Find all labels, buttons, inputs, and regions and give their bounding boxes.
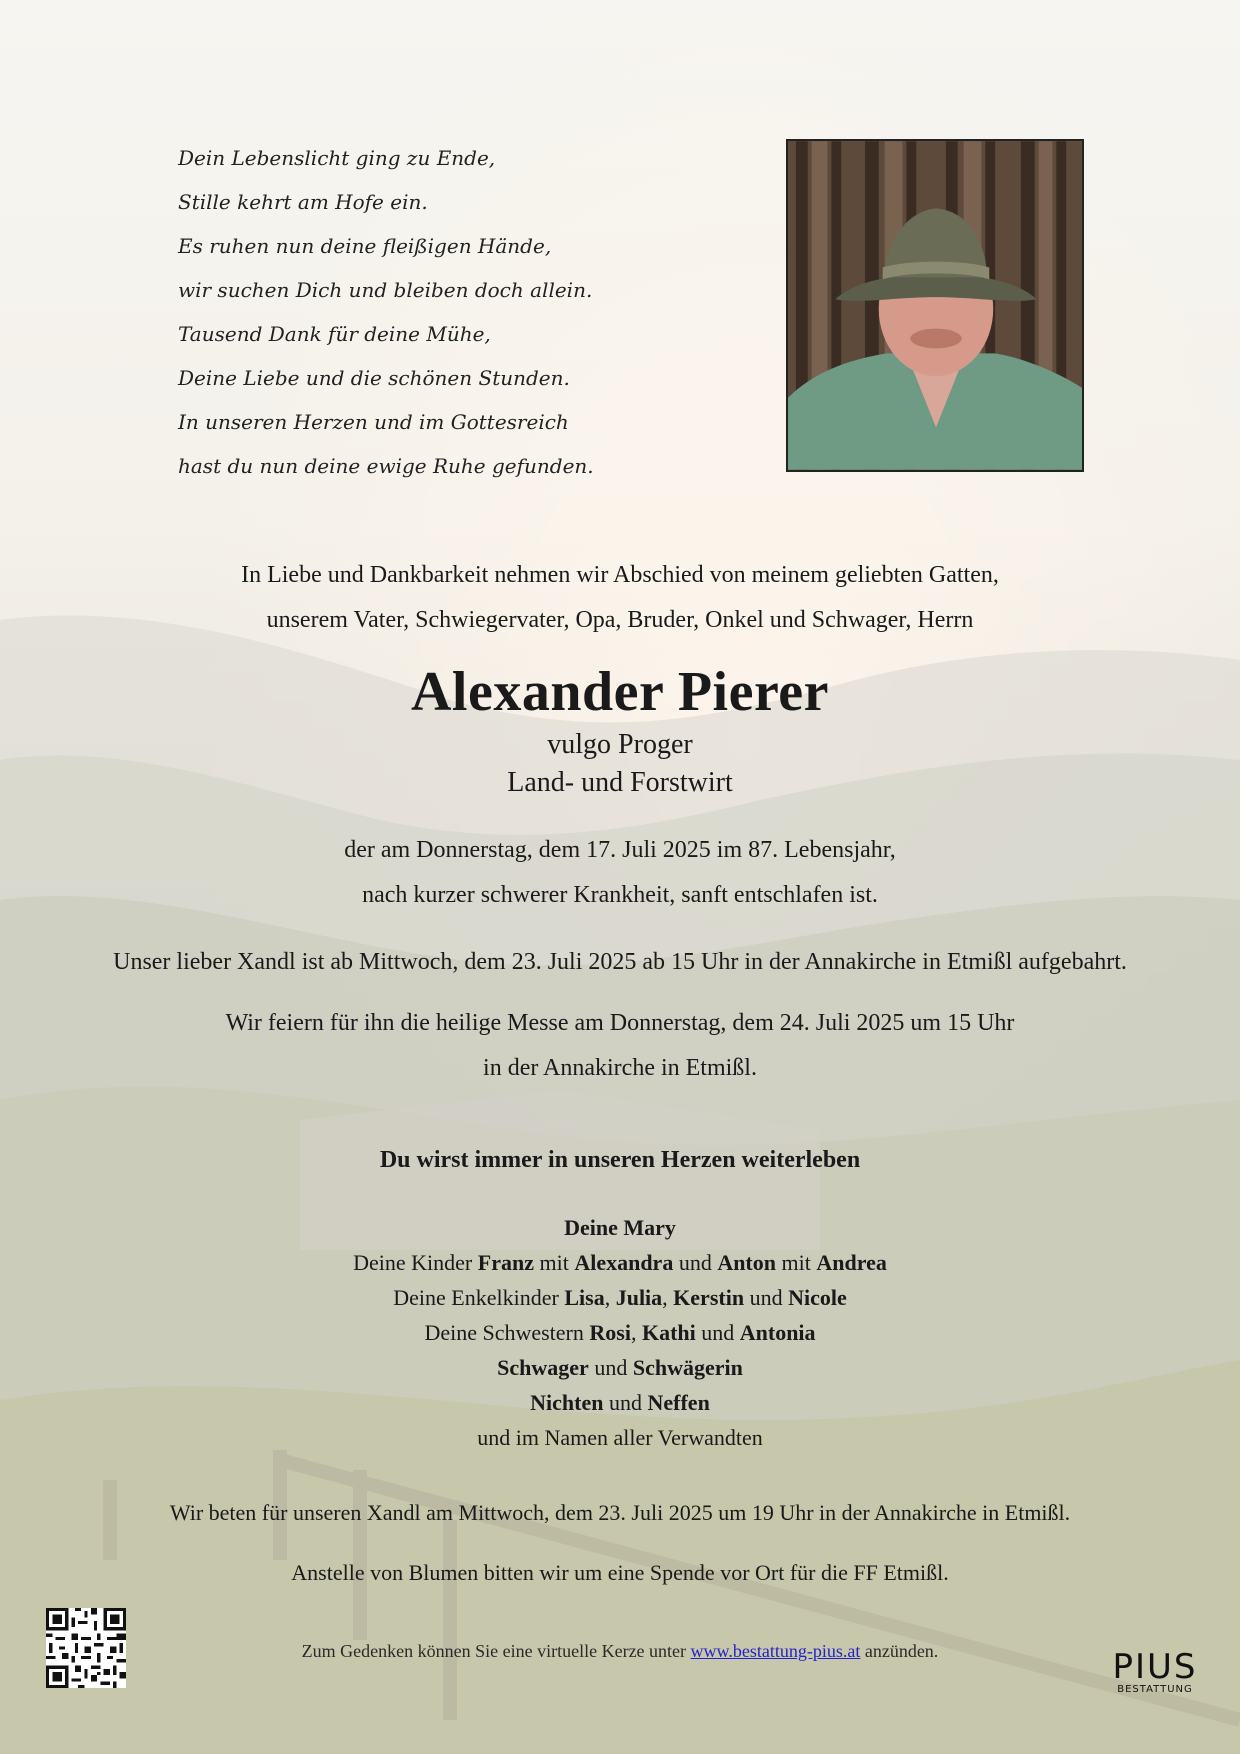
memorial-website-link[interactable]: www.bestattung-pius.at — [690, 1641, 861, 1661]
family-nieces: Nichten und Neffen — [530, 1390, 710, 1415]
deceased-name: Alexander Pierer — [410, 661, 830, 723]
family-relatives: und im Namen aller Verwandten — [477, 1425, 763, 1450]
death-line: nach kurzer schwerer Krankheit, sanft entschlafen ist. — [362, 882, 878, 908]
poem — [178, 136, 778, 488]
poem-line: Tausend Dank für deine Mühe, — [178, 322, 491, 346]
poem-line: hast du nun deine ewige Ruhe gefunden. — [178, 454, 594, 478]
mass-notice — [40, 1001, 1200, 1091]
logo-wordmark: PIUS — [1112, 1647, 1198, 1687]
logo-tagline: BESTATTUNG — [1117, 1684, 1193, 1695]
family-children: Deine Kinder Franz mit Alexandra und Anton mit Andrea — [353, 1250, 887, 1275]
intro-line: In Liebe und Dankbarkeit nehmen wir Abschied von meinem geliebten Gatten, — [241, 562, 999, 588]
poem-line: Stille kehrt am Hofe ein. — [178, 190, 428, 214]
candle-text-after: anzünden. — [864, 1641, 939, 1661]
pius-logo — [1110, 1647, 1200, 1696]
deceased-alias: vulgo Proger — [547, 729, 693, 760]
viewing-notice: Unser lieber Xandl ist ab Mittwoch, dem 23. Juli 2025 ab 15 Uhr in der Annakirche in Etmißl aufgebahrt. — [113, 949, 1127, 975]
motto: Du wirst immer in unseren Herzen weiterleben — [379, 1147, 861, 1173]
prayer-notice: Wir beten für unseren Xandl am Mittwoch, dem 23. Juli 2025 um 19 Uhr in der Annakirche in Etmißl. — [169, 1500, 1071, 1525]
poem-line: In unseren Herzen und im Gottesreich — [178, 410, 569, 434]
deceased-occupation: Land- und Forstwirt — [507, 767, 733, 798]
death-notice — [40, 828, 1200, 918]
poem-line: Deine Liebe und die schönen Stunden. — [178, 366, 570, 390]
poem-line: wir suchen Dich und bleiben doch allein. — [178, 278, 593, 302]
donation-notice: Anstelle von Blumen bitten wir um eine Spende vor Ort für die FF Etmißl. — [291, 1560, 949, 1585]
candle-text-before: Zum Gedenken können Sie eine virtuelle Kerze unter — [301, 1641, 687, 1661]
intro-text — [40, 553, 1200, 643]
family-grandchildren: Deine Enkelkinder Lisa, Julia, Kerstin und Nicole — [393, 1285, 847, 1310]
poem-line: Es ruhen nun deine fleißigen Hände, — [178, 234, 552, 258]
death-line: der am Donnerstag, dem 17. Juli 2025 im 87. Lebensjahr, — [344, 837, 896, 863]
poem-line: Dein Lebenslicht ging zu Ende, — [178, 146, 496, 170]
intro-line: unserem Vater, Schwiegervater, Opa, Bruder, Onkel und Schwager, Herrn — [266, 607, 974, 633]
family-inlaws: Schwager und Schwägerin — [497, 1355, 743, 1380]
mass-line: Wir feiern für ihn die heilige Messe am Donnerstag, dem 24. Juli 2025 um 15 Uhr — [225, 1010, 1015, 1036]
deceased-details — [40, 726, 1200, 802]
candle-notice — [40, 1636, 1200, 1666]
family-sisters: Deine Schwestern Rosi, Kathi und Antonia — [424, 1320, 816, 1345]
family-wife: Deine Mary — [564, 1215, 676, 1240]
family-list — [40, 1210, 1200, 1455]
portrait-photo — [786, 139, 1084, 472]
mass-line: in der Annakirche in Etmißl. — [483, 1055, 757, 1081]
